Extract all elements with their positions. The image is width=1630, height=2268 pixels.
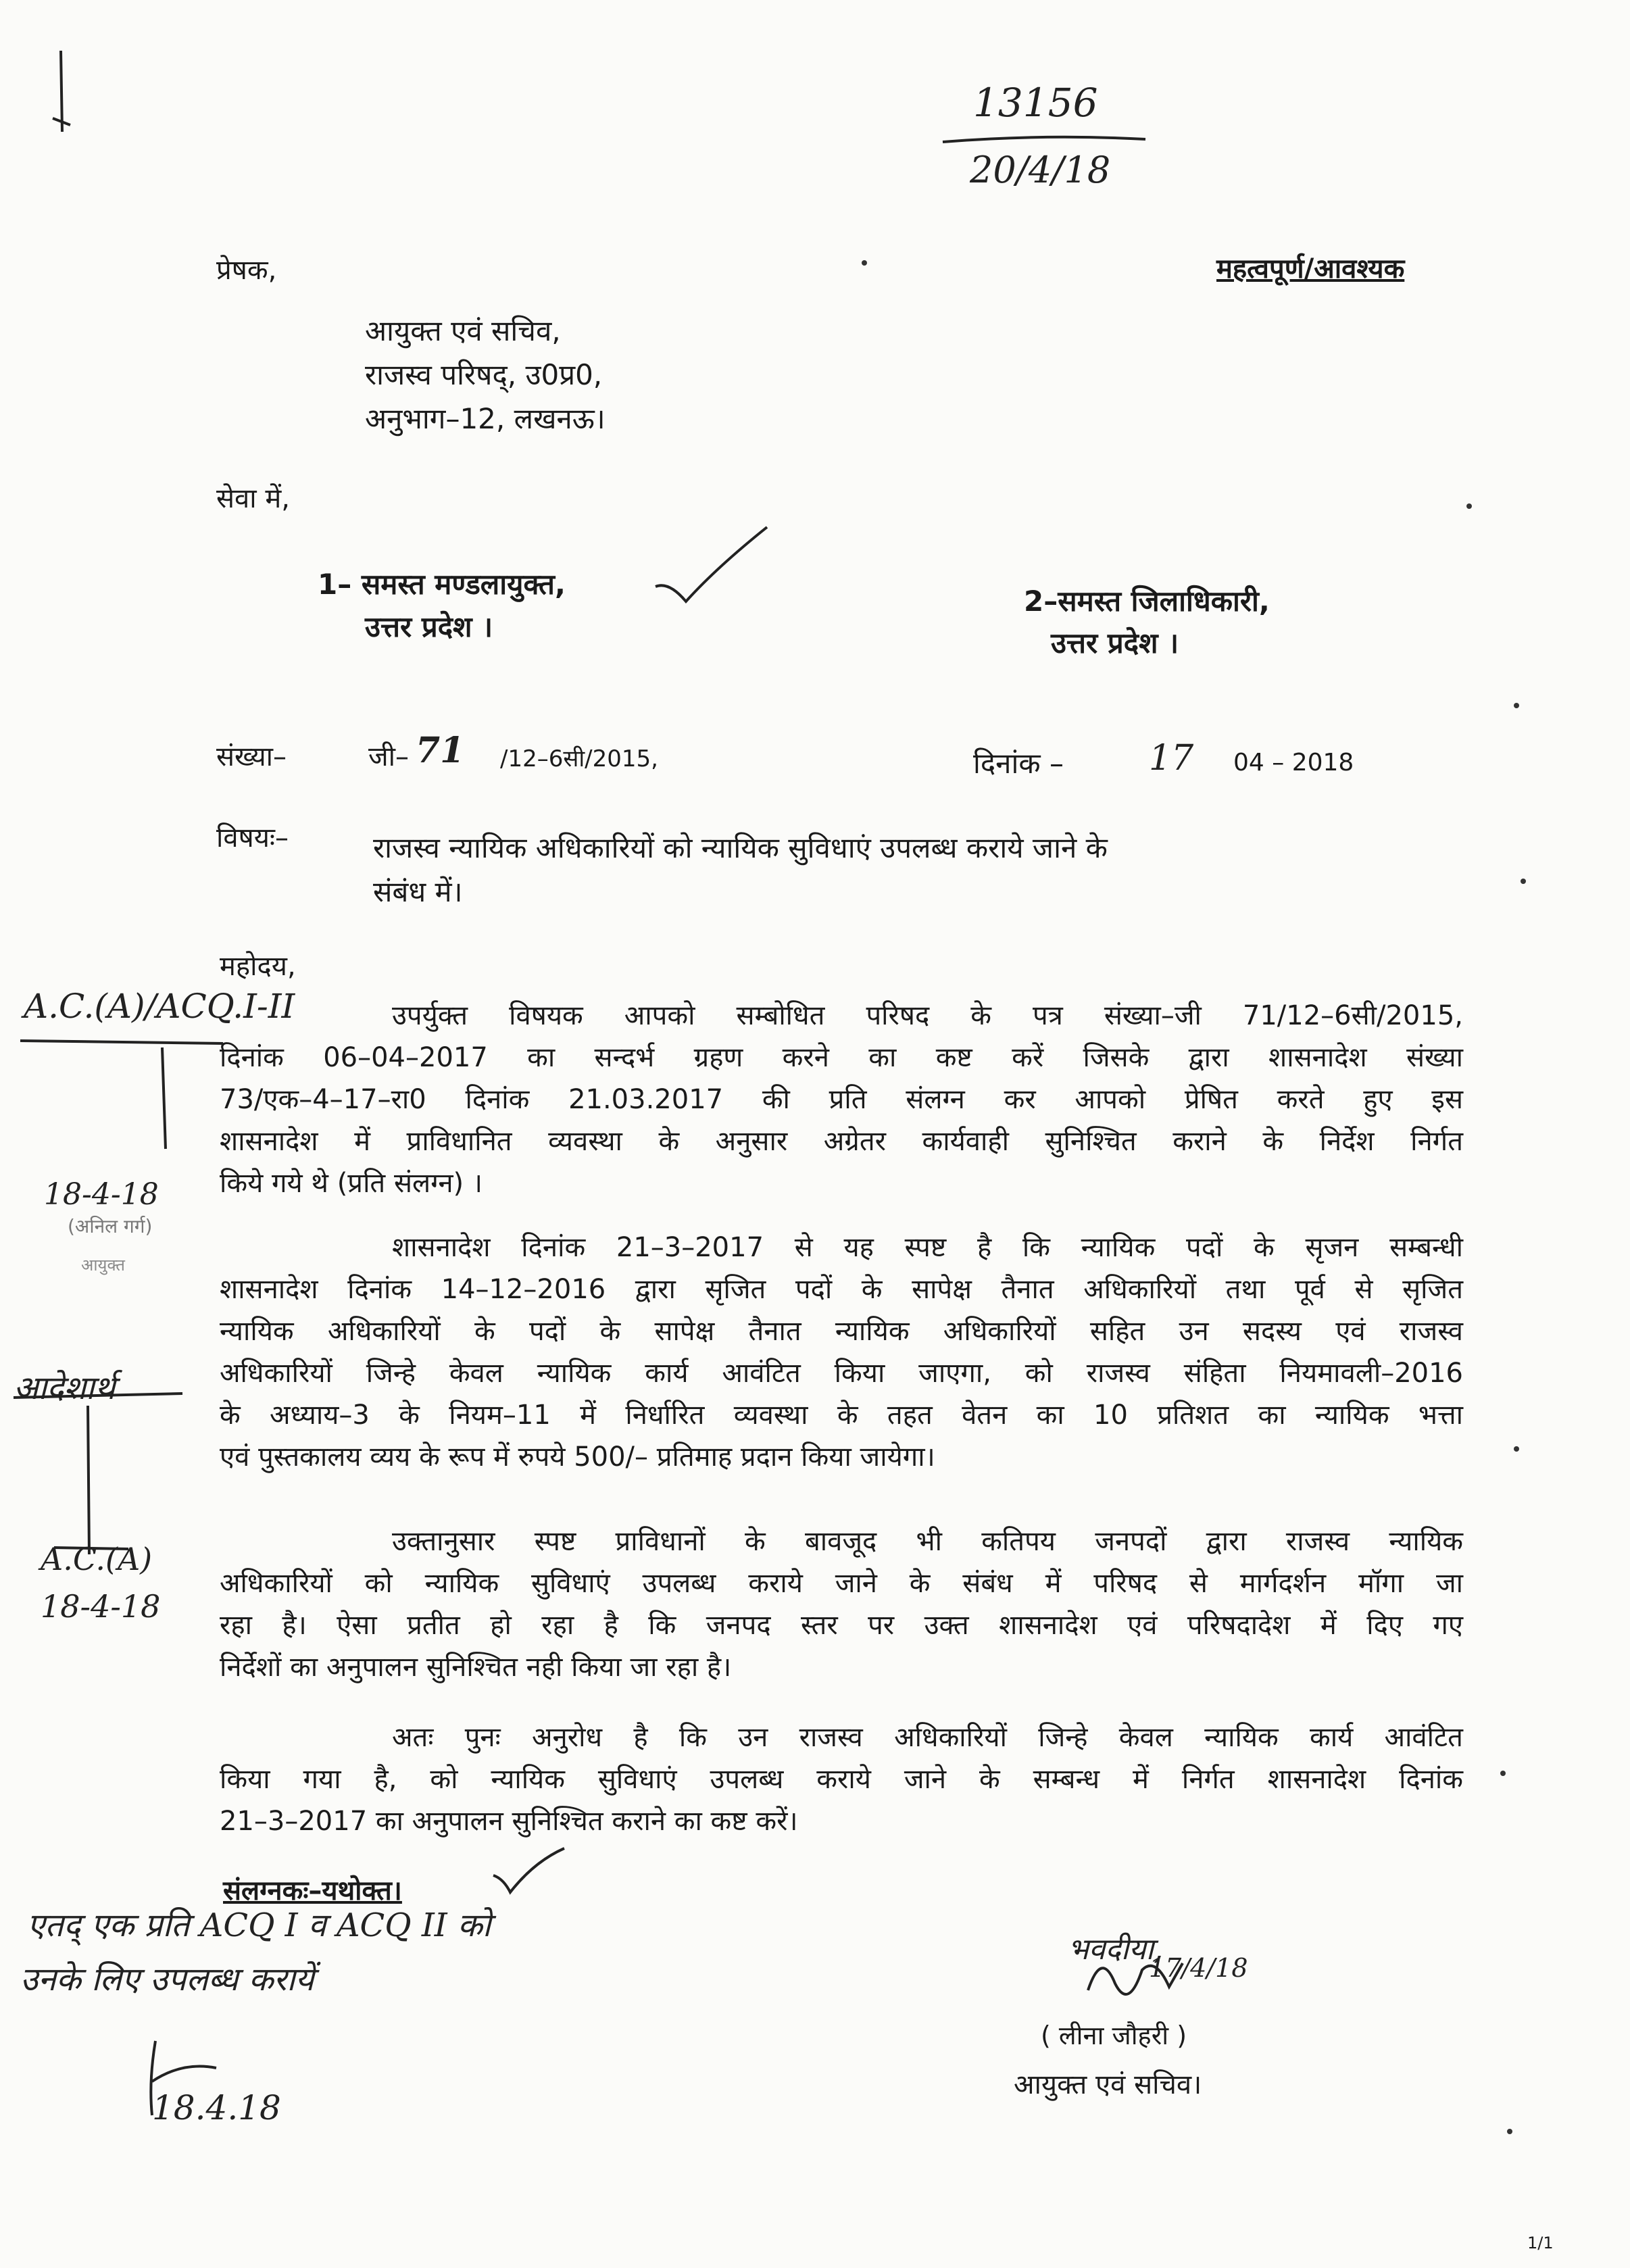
recipient-1-line2: उत्तर प्रदेश । <box>365 610 493 643</box>
subject-label: विषयः– <box>216 822 289 854</box>
sender-label: प्रेषक, <box>216 255 277 286</box>
scan-dot <box>1514 1446 1519 1452</box>
paragraph-line: 73/एक–4–17–रा0 दिनांक 21.03.2017 की प्रति संलग्न कर आपको प्रेषित करते हुए इस <box>220 1084 1463 1115</box>
scan-dot <box>862 260 867 266</box>
scan-dot <box>1500 1771 1506 1776</box>
margin-note-order: आदेशार्थ <box>14 1369 116 1407</box>
reference-prefix: जी– <box>368 741 410 772</box>
margin-name-1: (अनिल गर्ग) <box>68 1215 153 1237</box>
paragraph-line: शासनादेश दिनांक 21–3–2017 से यह स्पष्ट है कि न्यायिक पदों के सृजन सम्बन्धी <box>392 1232 1463 1263</box>
bottom-date: 18.4.18 <box>152 2088 281 2127</box>
paragraph-line: किये गये थे (प्रति संलग्न) । <box>220 1168 483 1199</box>
closing-designation: आयुक्त एवं सचिव। <box>1014 2069 1202 2100</box>
receipt-number: 13156 <box>973 80 1098 126</box>
closing-yours: भवदीया, <box>1068 1932 1164 1967</box>
margin-note-ac: A.C.(A) <box>41 1541 153 1577</box>
body-paragraph-4 <box>220 1717 1463 1842</box>
subject-line1: राजस्व न्यायिक अधिकारियों को न्यायिक सुविधाएं उपलब्ध कराये जाने के <box>373 831 1108 864</box>
sender-name-line3: अनुभाग–12, लखनऊ। <box>365 402 606 435</box>
reference-date-label: दिनांक – <box>973 747 1064 780</box>
reference-label: संख्या– <box>216 741 287 772</box>
margin-note-ac-acq: A.C.(A)/ACQ.I-II <box>24 987 295 1026</box>
recipient-2-line2: उत्तर प्रदेश । <box>1051 626 1179 660</box>
reference-date-day: 17 <box>1149 738 1194 779</box>
recipient-2-line1: 2–समस्त जिलाधिकारी, <box>1024 585 1270 618</box>
paragraph-line: अतः पुनः अनुरोध है कि उन राजस्व अधिकारियों जिन्हे केवल न्यायिक कार्य आवंटित <box>392 1722 1463 1753</box>
checkmark <box>656 527 770 608</box>
margin-bracket-1 <box>20 1041 243 1156</box>
scan-dot <box>1507 2129 1512 2134</box>
paragraph-line: दिनांक 06–04–2017 का सन्दर्भ ग्रहण करने का कष्ट करें जिसके द्वारा शासनादेश संख्या <box>220 1042 1463 1073</box>
corner-tick-mark <box>47 51 74 139</box>
paragraph-line: 21–3–2017 का अनुपालन सुनिश्चित कराने का कष्ट करें। <box>220 1806 798 1837</box>
paragraph-line: निर्देशों का अनुपालन सुनिश्चित नही किया जा रहा है। <box>220 1652 732 1683</box>
bottom-note-line2: उनके लिए उपलब्ध करायें <box>20 1961 314 1998</box>
scan-dot <box>1521 879 1526 884</box>
signature-date: 17/4/18 <box>1149 1953 1248 1983</box>
recipient-1-line1: 1– समस्त मण्डलायुक्त, <box>318 568 566 601</box>
closing-name: ( लीना जौहरी ) <box>1041 2021 1187 2050</box>
scan-dot <box>1514 703 1519 708</box>
reference-number-handwritten: 71 <box>416 730 465 771</box>
paragraph-line: किया गया है, को न्यायिक सुविधाएं उपलब्ध कराये जाने के सम्बन्ध में निर्गत शासनादेश दिनांक <box>220 1764 1463 1795</box>
paragraph-line: शासनादेश में प्राविधानित व्यवस्था के अनुसार अग्रेतर कार्यवाही सुनिश्चित कराने के निर्देश निर्गत <box>220 1126 1463 1157</box>
paragraph-line: के अध्याय–3 के नियम–11 में निर्धारित व्यवस्था के तहत वेतन का 10 प्रतिशत का न्यायिक भत्ता <box>220 1400 1463 1431</box>
paragraph-line: शासनादेश दिनांक 14–12–2016 द्वारा सृजित पदों के सापेक्ष तैनात अधिकारियों तथा पूर्व से सृजित <box>220 1274 1463 1305</box>
sender-name-line1: आयुक्त एवं सचिव, <box>365 314 561 347</box>
salutation: महोदय, <box>220 951 296 982</box>
margin-note-commissioner: आयुक्त <box>81 1256 125 1275</box>
subject-line2: संबंध में। <box>373 875 463 908</box>
to-label: सेवा में, <box>216 483 290 514</box>
paragraph-line: अधिकारियों जिन्हे केवल न्यायिक कार्य आवंटित किया जाएगा, को राजस्व संहिता नियमावली–2016 <box>220 1358 1463 1389</box>
paragraph-line: रहा है। ऐसा प्रतीत हो रहा है कि जनपद स्तर पर उक्त शासनादेश एवं परिषदादेश में दिए गए <box>220 1610 1463 1641</box>
bottom-note-line1: एतद् एक प्रति ACQ I व ACQ II को <box>27 1906 491 1944</box>
body-paragraph-1 <box>220 995 1463 1204</box>
paragraph-line: उपर्युक्त विषयक आपको सम्बोधित परिषद के पत्र संख्या–जी 71/12–6सी/2015, <box>392 1000 1463 1031</box>
paragraph-line: उक्तानुसार स्पष्ट प्राविधानों के बावजूद भी कतिपय जनपदों द्वारा राजस्व न्यायिक <box>392 1526 1463 1557</box>
reference-date-rest: 04 – 2018 <box>1233 749 1354 776</box>
body-paragraph-3 <box>220 1521 1463 1688</box>
paragraph-line: अधिकारियों को न्यायिक सुविधाएं उपलब्ध कराये जाने के संबंध में परिषद से मार्गदर्शन मॉगा जा <box>220 1568 1463 1599</box>
receipt-date: 20/4/18 <box>970 149 1111 191</box>
reference-suffix: /12–6सी/2015, <box>500 745 658 772</box>
priority-label: महत्वपूर्ण/आवश्यक <box>1216 253 1405 285</box>
body-paragraph-2 <box>220 1227 1463 1478</box>
margin-date-1: 18-4-18 <box>44 1177 159 1212</box>
margin-date-2: 18-4-18 <box>41 1588 161 1625</box>
enclosure-label: संलग्नकः–यथोक्त। <box>223 1875 402 1906</box>
paragraph-line: एवं पुस्तकालय व्यय के रूप में रुपये 500/– प्रतिमाह प्रदान किया जायेगा। <box>220 1441 935 1473</box>
paragraph-line: न्यायिक अधिकारियों के पदों के सापेक्ष तैनात न्यायिक अधिकारियों सहित उन सदस्य एवं राजस्व <box>220 1316 1463 1347</box>
page-number: 1/1 <box>1527 2234 1554 2252</box>
stamp-underline <box>943 134 1159 147</box>
sender-name-line2: राजस्व परिषद्, उ0प्र0, <box>365 358 603 391</box>
scan-dot <box>1466 503 1472 509</box>
enclosure-checkmark <box>493 1848 568 1896</box>
